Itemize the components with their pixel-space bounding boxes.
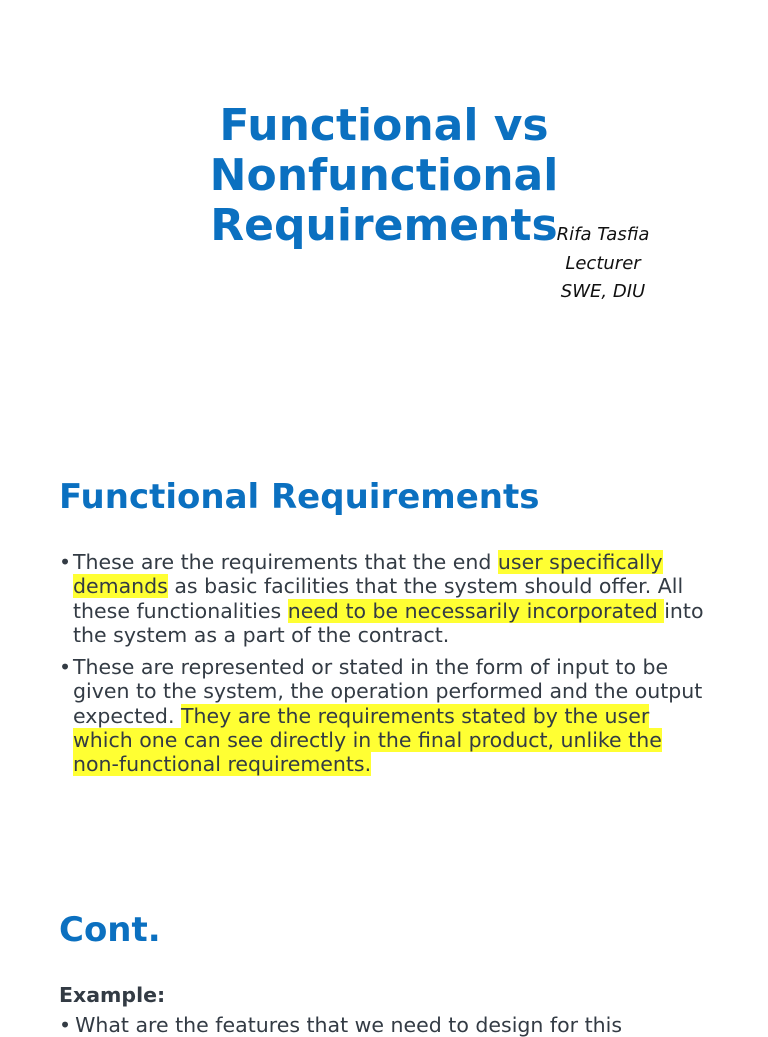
bullet-item [59, 655, 709, 776]
bullet-marker: • [59, 550, 72, 574]
bullet-marker: • [59, 655, 72, 680]
highlighted-text: They are the requirements stated by the user which one can see directly in the final product, unlike the non-functional requirements. [73, 703, 662, 777]
author-block [508, 221, 698, 307]
highlighted-text: need to be necessarily incorporated [287, 598, 665, 623]
title-slide [0, 0, 768, 420]
slide-heading: Functional Requirements [59, 477, 540, 517]
example-text: What are the features that we need to design for this [75, 1013, 623, 1037]
bullet-marker: • [59, 1013, 72, 1037]
bullet-text: into the system as a part of the contract. [73, 598, 704, 647]
bullet-item [59, 550, 709, 647]
bullet-text: These are represented or stated in the form of input to be given to the system, the operation performed and the output expected. [73, 655, 703, 728]
cont-slide [0, 860, 768, 1037]
title-line-1: Functional vs [219, 100, 549, 152]
example-bullet [59, 1013, 709, 1037]
title-line-3: Requirements [210, 200, 558, 252]
functional-requirements-slide [0, 420, 768, 860]
slide-heading: Cont. [59, 910, 161, 950]
author-position: Lecturer [565, 252, 641, 274]
highlighted-text: user specifically demands [73, 550, 663, 599]
bullet-list [59, 550, 709, 785]
author-department: SWE, DIU [560, 281, 646, 302]
bullet-text: as basic facilities that the system should offer. All these functionalities [73, 574, 684, 623]
title-line-2: Nonfunctional [209, 150, 559, 202]
example-label: Example: [59, 983, 166, 1007]
bullet-text: These are the requirements that the end [73, 550, 498, 574]
author-name: Rifa Tasfia [556, 224, 650, 245]
